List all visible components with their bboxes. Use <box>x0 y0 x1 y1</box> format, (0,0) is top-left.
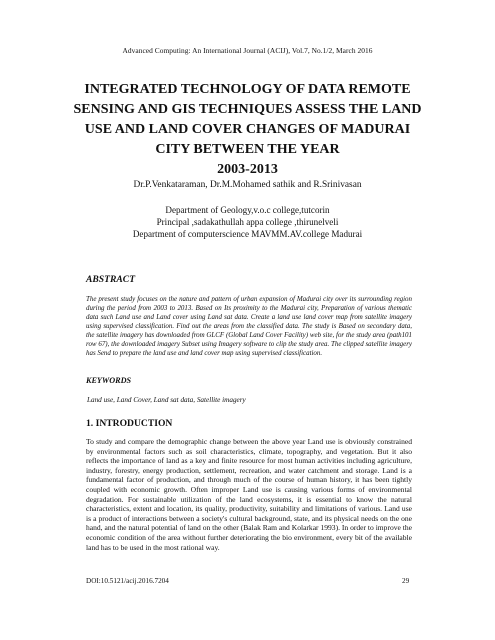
affiliations <box>0 204 495 241</box>
keywords-heading: KEYWORDS <box>86 376 132 385</box>
title-years: 2003-2013 <box>217 162 278 177</box>
abstract-text: The present study focuses on the nature and pattern of urban expansion of Madurai city over its surrounding region during the period from 2003 to 2013. Based on Its proximity to the Madurai city, Preparation of various thematic data such Land use and Land cover using Land sat data. Create a land use land cover map from satellite imagery using supervised classification. Find out the areas from the classified data. The study is Based on secondary data, the satellite imagery has downloaded from GLCF (Global Land Cover Facility) web site, for the study area (path101 row 67), the downloaded imagery Subset using Imagery software to clip the study area. The clipped satellite imagery has Send to prepare the land use and land cover map using supervised classification. <box>86 295 412 358</box>
author-list: Dr.P.Venkataraman, Dr.M.Mohamed sathik and R.Srinivasan <box>133 180 362 190</box>
affiliation-2: Principal ,sadakathullah appa college ,thirunelveli <box>156 217 339 228</box>
paper-title <box>30 80 465 180</box>
introduction-text: To study and compare the demographic change between the above year Land use is obviously constrained by environmental factors such as soil characteristics, climate, topography, and vegetation. But it also reflects the importance of land as a key and finite resource for most human activities including agriculture, industry, forestry, energy production, settlement, recreation, and water catchment and storage. Land is a fundamental factor of production, and through much of the course of human history, it has been tightly coupled with economic growth. Often improper Land use is causing various forms of environmental degradation. For sustainable utilization of the land ecosystems, it is essential to know the natural characteristics, extent and location, its quality, productivity, suitability and limitations of various. Land use is a product of interactions between a society's cultural background, state, and its physical needs on the one hand, and the natural potential of land on the other (Balak Ram and Kolarkar 1993). In order to improve the economic condition of the area without further deteriorating the bio environment, every bit of the available land has to be used in the most rational way. <box>86 437 412 552</box>
introduction-heading: 1. INTRODUCTION <box>86 418 173 429</box>
doi-footer: DOI:10.5121/acij.2016.7204 <box>86 577 169 585</box>
title-line-1: INTEGRATED TECHNOLOGY OF DATA REMOTE <box>84 82 411 97</box>
journal-header: Advanced Computing: An International Journal (ACIJ), Vol.7, No.1/2, March 2016 <box>122 46 373 55</box>
page-number: 29 <box>402 577 410 585</box>
title-line-3: USE AND LAND COVER CHANGES OF MADURAI <box>84 122 411 137</box>
title-line-2: SENSING AND GIS TECHNIQUES ASSESS THE LAND <box>73 102 422 117</box>
abstract-heading: ABSTRACT <box>86 274 136 285</box>
affiliation-3: Department of computerscience MAVMM.AV.college Madurai <box>132 229 363 240</box>
keywords-text: Land use, Land Cover, Land sat data, Satellite imagery <box>87 396 246 404</box>
title-line-4: CITY BETWEEN THE YEAR <box>155 142 340 157</box>
affiliation-1: Department of Geology,v.o.c college,tutcorin <box>165 205 330 215</box>
